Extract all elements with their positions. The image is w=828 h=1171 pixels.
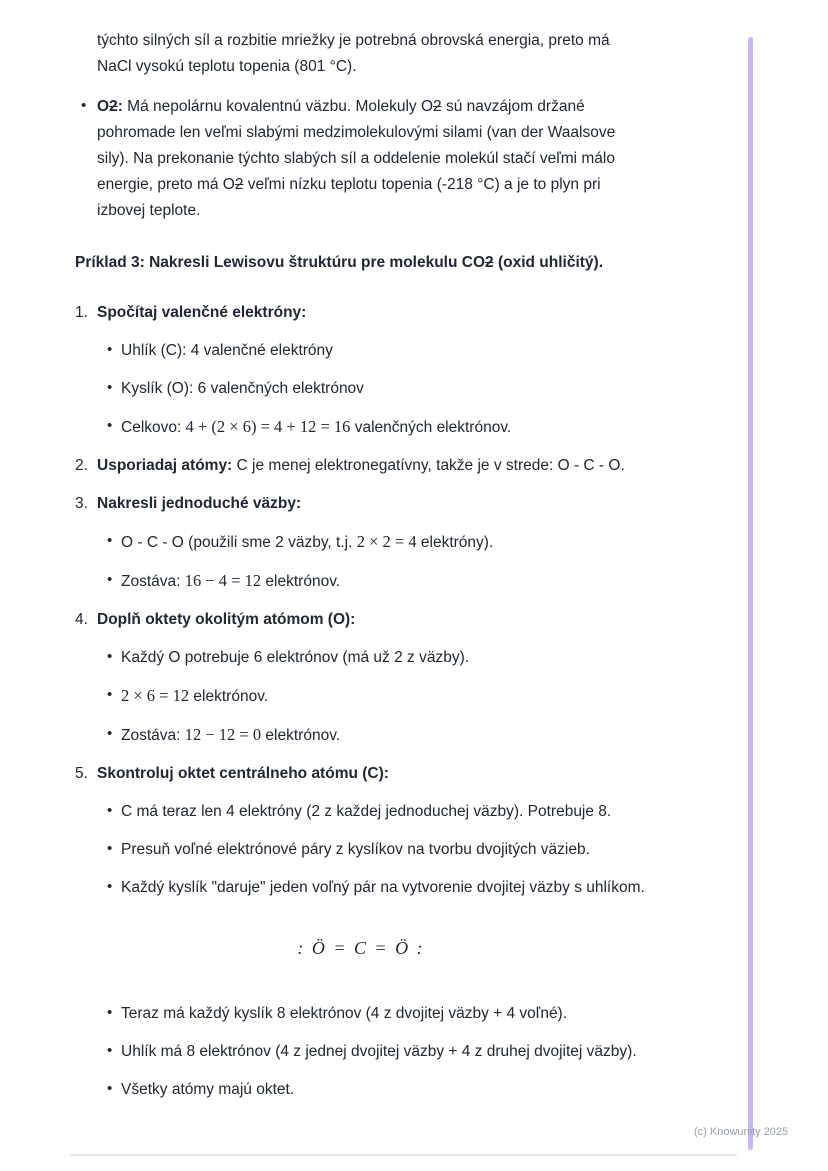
step-title	[97, 761, 647, 787]
list-item-text: Uhlík má 8 elektrónov (4 z jednej dvojitej väzby + 4 z druhej dvojitej väzby).	[121, 1043, 637, 1060]
list-item	[75, 338, 647, 364]
text-run: Príklad 3: Nakresli Lewisovu štruktúru pre molekulu CO	[75, 254, 486, 271]
list-item-text	[121, 683, 647, 710]
text-run: O	[97, 98, 110, 115]
list-item-text	[121, 414, 647, 441]
text-run: (oxid uhličitý).	[493, 254, 604, 271]
text-run: O - C - O (použili sme 2 väzby, t.j.	[121, 534, 357, 551]
bullet-icon: •	[107, 840, 113, 857]
list-item-text: Kyslík (O): 6 valenčných elektrónov	[121, 380, 364, 397]
list-item-text	[121, 568, 647, 595]
math-expression: 2 × 6 = 12	[121, 686, 190, 705]
text-run: Má nepolárnu kovalentnú väzbu. Molekuly O	[122, 98, 434, 115]
text-run: valenčných elektrónov.	[350, 419, 512, 436]
bullet-icon: •	[107, 341, 113, 358]
list-item	[75, 722, 647, 749]
list-item-text	[121, 722, 647, 749]
text-run-bold: Nakresli jednoduché väzby:	[97, 495, 302, 512]
bullet-icon: •	[107, 1042, 113, 1059]
step-title	[97, 607, 647, 633]
math-expression: 12 − 12 = 0	[184, 725, 262, 744]
step-5	[75, 761, 647, 787]
text-run: Zostáva:	[121, 727, 185, 744]
bullet-icon: •	[107, 1004, 113, 1021]
bullet-icon: •	[81, 97, 87, 114]
step-number: 5.	[75, 765, 88, 782]
text-run-bold	[97, 98, 123, 115]
list-item	[75, 875, 647, 901]
step-number: 1.	[75, 304, 88, 321]
step-title	[97, 300, 647, 326]
list-item	[75, 1039, 647, 1065]
subscript-strike: 2	[433, 98, 442, 115]
text-run: :	[117, 98, 123, 115]
text-run: Zostáva:	[121, 573, 185, 590]
bullet-icon: •	[107, 686, 113, 703]
text-run: elektrónov.	[189, 688, 269, 705]
text-run: C je menej elektronegatívny, takže je v strede: O - C - O.	[232, 457, 625, 474]
watermark: (c) Knowunity 2025	[694, 1126, 789, 1138]
list-item-text	[121, 529, 647, 556]
bullet-icon: •	[107, 648, 113, 665]
list-item	[75, 1077, 647, 1103]
step-number: 2.	[75, 457, 88, 474]
text-run: elektrónov.	[261, 573, 341, 590]
text-run-bold: Spočítaj valenčné elektróny:	[97, 304, 307, 321]
list-item-text: Všetky atómy majú oktet.	[121, 1081, 295, 1098]
list-item	[75, 414, 647, 441]
list-item-o2	[75, 94, 647, 224]
text-run-bold: Doplň oktety okolitým atómom (O):	[97, 611, 356, 628]
list-item	[75, 568, 647, 595]
text-run: Celkovo:	[121, 419, 186, 436]
bullet-icon: •	[107, 725, 113, 742]
step-2	[75, 453, 647, 479]
text-run-bold: Usporiadaj atómy:	[97, 457, 233, 474]
math-expression: 2 × 2 = 4	[356, 532, 417, 551]
text-run: sú navzájom držané pohromade len veľmi slabými medzimolekulovými silami (van der Waalsove sily). Na prekonanie týchto slabých síl a oddelenie molekúl stačí veľmi málo energie, preto má O	[97, 98, 616, 193]
list-item	[75, 1001, 647, 1027]
step-title	[97, 453, 647, 479]
bullet-icon: •	[107, 878, 113, 895]
list-item-text: Každý kyslík "daruje" jeden voľný pár na vytvorenie dvojitej väzby s uhlíkom.	[121, 879, 645, 896]
math-expression: 4 + (2 × 6) = 4 + 12 = 16	[185, 417, 351, 436]
list-item-text: Uhlík (C): 4 valenčné elektróny	[121, 342, 333, 359]
step-title	[97, 491, 647, 517]
list-item-text: Teraz má každý kyslík 8 elektrónov (4 z dvojitej väzby + 4 voľné).	[121, 1005, 568, 1022]
step-3	[75, 491, 647, 517]
list-item	[75, 376, 647, 402]
text-run: elektrónov.	[261, 727, 341, 744]
step-number: 4.	[75, 611, 88, 628]
text-run: veľmi nízku teplotu topenia (-218 °C) a je to plyn pri izbovej teplote.	[97, 176, 601, 219]
list-item	[75, 529, 647, 556]
list-item-text: Každý O potrebuje 6 elektrónov (má už 2 z väzby).	[121, 649, 470, 666]
list-item-text: C má teraz len 4 elektróny (2 z každej jednoduchej väzby). Potrebuje 8.	[121, 803, 612, 820]
page-divider	[70, 1154, 737, 1156]
text-run-bold: Skontroluj oktet centrálneho atómu (C):	[97, 765, 389, 782]
bullet-icon: •	[107, 1080, 113, 1097]
text-run: elektróny).	[416, 534, 494, 551]
bullet-icon: •	[107, 417, 113, 434]
step-1	[75, 300, 647, 326]
math-expression: 16 − 4 = 12	[184, 571, 262, 590]
bullet-icon: •	[107, 802, 113, 819]
step-number: 3.	[75, 495, 88, 512]
bullet-icon: •	[107, 532, 113, 549]
bullet-icon: •	[107, 571, 113, 588]
list-item	[75, 645, 647, 671]
bullet-icon: •	[107, 379, 113, 396]
step-4	[75, 607, 647, 633]
list-item-text: Presuň voľné elektrónové páry z kyslíkov na tvorbu dvojitých väzieb.	[121, 841, 590, 858]
list-item	[75, 799, 647, 825]
example-3-heading	[75, 250, 647, 276]
subscript-strike: 2	[234, 176, 244, 193]
scrollbar-thumb[interactable]	[748, 37, 753, 1150]
list-item	[75, 837, 647, 863]
subscript-strike: 2	[109, 98, 118, 115]
subscript-strike: 2	[485, 254, 494, 271]
list-item-text	[97, 94, 647, 224]
paragraph-nacl-continuation: týchto silných síl a rozbitie mriežky je potrebná obrovská energia, preto má NaCl vysokú teplotu topenia (801 °C).	[97, 32, 610, 75]
lewis-structure-formula: : Ö = C = Ö :	[297, 938, 425, 958]
document-content	[75, 28, 647, 1115]
list-item	[75, 683, 647, 710]
